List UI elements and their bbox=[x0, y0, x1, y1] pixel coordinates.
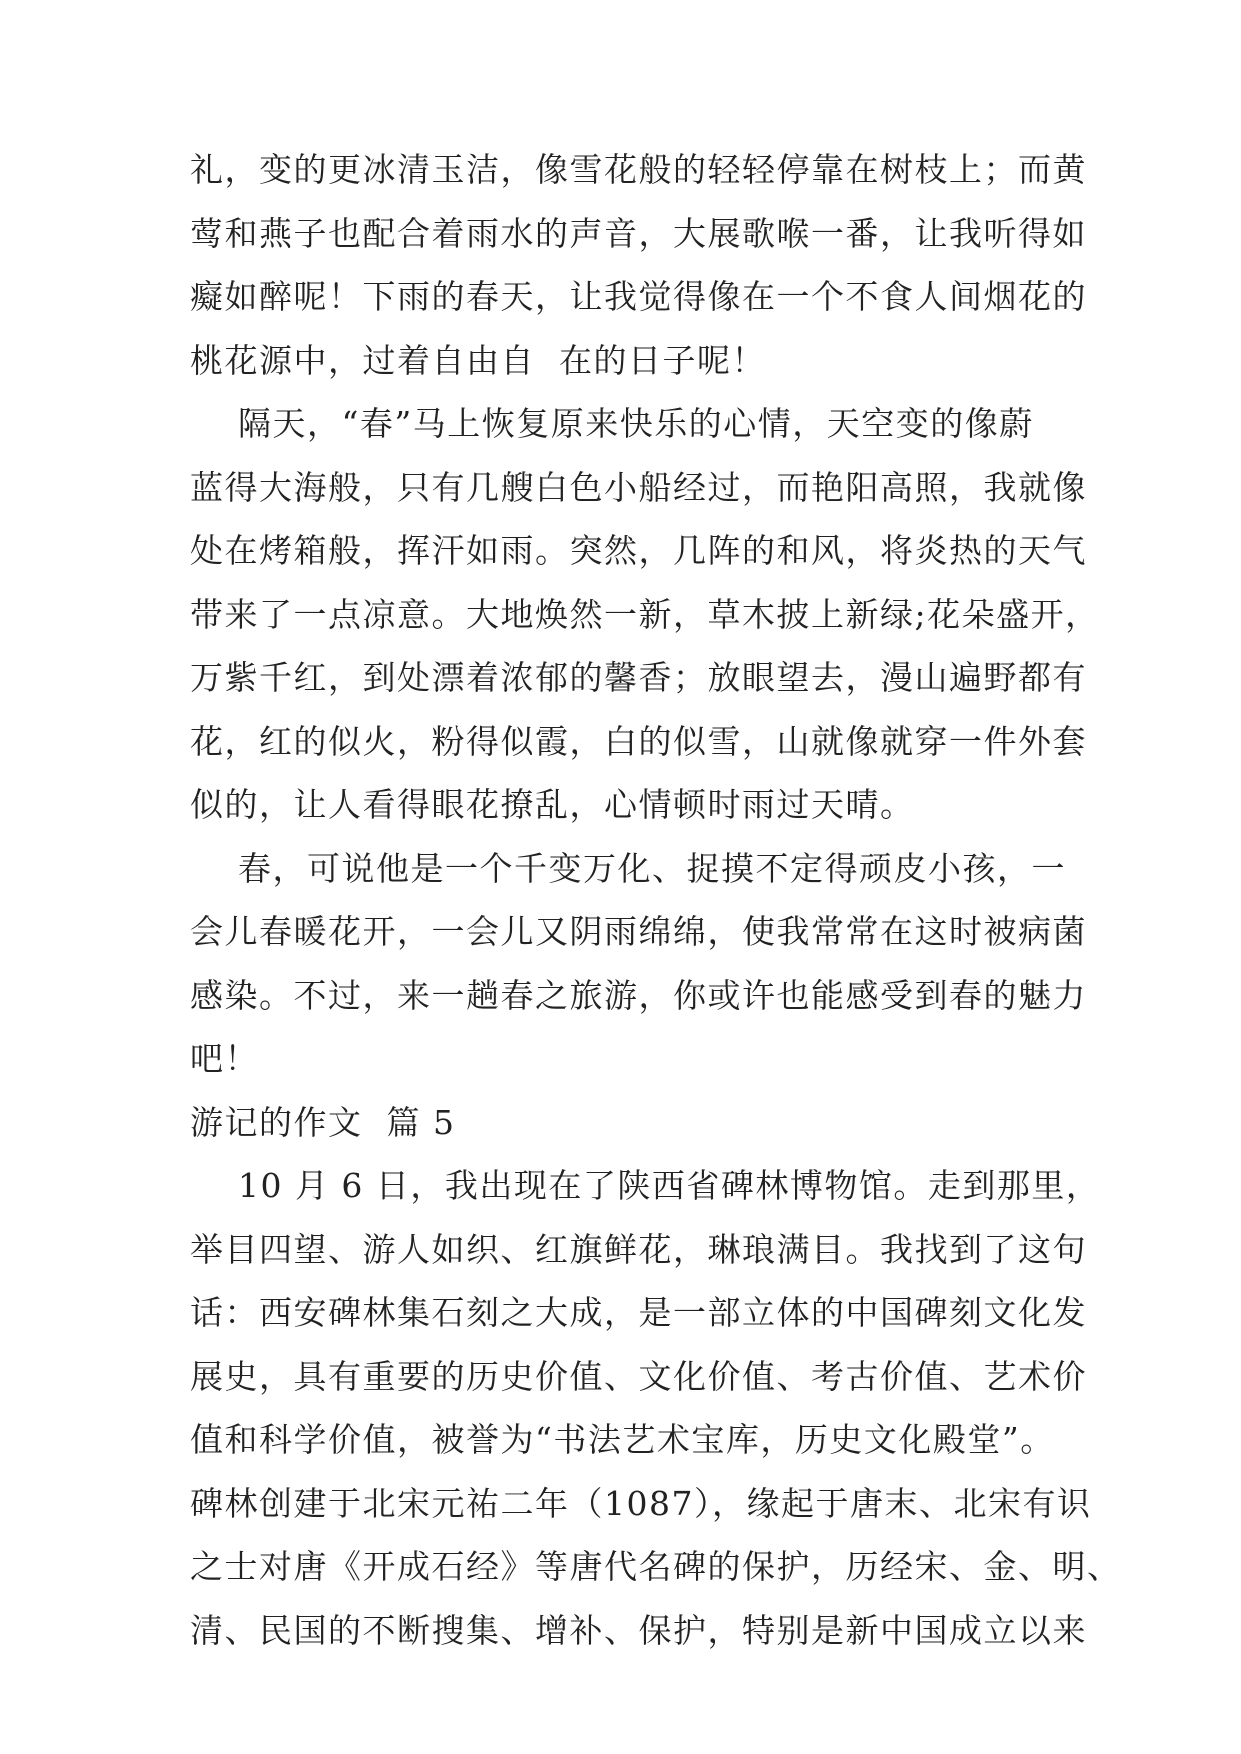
text-line: 花，红的似火，粉得似霞，白的似雪，山就像就穿一件外套 bbox=[190, 722, 1087, 761]
text-line: 处在烤箱般，挥汗如雨。突然，几阵的和风，将炎热的天气 bbox=[190, 531, 1087, 570]
section-heading: 游记的作文 篇 5 bbox=[190, 1103, 456, 1142]
text-line: 礼，变的更冰清玉洁，像雪花般的轻轻停靠在树枝上；而黄 bbox=[190, 150, 1087, 189]
text-line: 万紫千红，到处漂着浓郁的馨香；放眼望去，漫山遍野都有 bbox=[190, 658, 1087, 697]
text-line: 碑林创建于北宋元祐二年（1087），缘起于唐末、北宋有识 bbox=[190, 1484, 1092, 1523]
paragraph-first-line: 春，可说他是一个千变万化、捉摸不定得顽皮小孩，一 bbox=[190, 849, 1066, 888]
text-line: 带来了一点凉意。大地焕然一新，草木披上新绿;花朵盛开， bbox=[190, 595, 1100, 634]
text-line: 似的，让人看得眼花撩乱，心情顿时雨过天晴。 bbox=[190, 785, 915, 824]
text-line: 清、民国的不断搜集、增补、保护，特别是新中国成立以来 bbox=[190, 1611, 1087, 1650]
text-line: 会儿春暖花开，一会儿又阴雨绵绵，使我常常在这时被病菌 bbox=[190, 912, 1087, 951]
text-line: 癡如醉呢！下雨的春天，让我觉得像在一个不食人间烟花的 bbox=[190, 277, 1087, 316]
text-line: 之士对唐《开成石经》等唐代名碑的保护，历经宋、金、明、 bbox=[190, 1547, 1122, 1586]
text-line: 值和科学价值，被誉为“书法艺术宝库，历史文化殿堂”。 bbox=[190, 1420, 1055, 1459]
text-line: 桃花源中，过着自由自 在的日子呢！ bbox=[190, 341, 766, 380]
text-line: 感染。不过，来一趟春之旅游，你或许也能感受到春的魅力 bbox=[190, 976, 1087, 1015]
text-line: 展史，具有重要的历史价值、文化价值、考古价值、艺术价 bbox=[190, 1357, 1087, 1396]
text-line: 举目四望、游人如织、红旗鲜花，琳琅满目。我找到了这句 bbox=[190, 1230, 1087, 1269]
text-line: 莺和燕子也配合着雨水的声音，大展歌喉一番，让我听得如 bbox=[190, 214, 1087, 253]
text-line: 蓝得大海般，只有几艘白色小船经过，而艳阳高照，我就像 bbox=[190, 468, 1087, 507]
paragraph-first-line: 隔天，“春”马上恢复原来快乐的心情，天空变的像蔚 bbox=[190, 404, 1034, 443]
text-line: 吧！ bbox=[190, 1039, 259, 1078]
text-line: 话：西安碑林集石刻之大成，是一部立体的中国碑刻文化发 bbox=[190, 1293, 1087, 1332]
paragraph-first-line: 10 月 6 日，我出现在了陕西省碑林博物馆。走到那里， bbox=[190, 1166, 1101, 1205]
